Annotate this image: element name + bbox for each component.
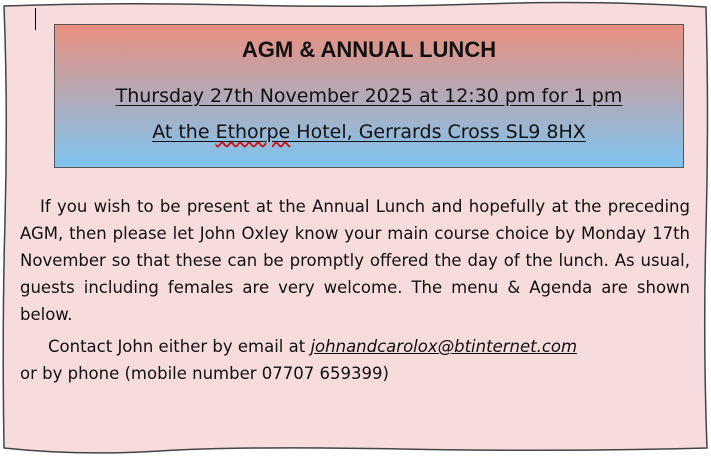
contact-paragraph bbox=[20, 333, 690, 387]
venue-prefix: At the bbox=[152, 121, 216, 143]
event-venue-line bbox=[55, 121, 683, 143]
lunch-details-paragraph: If you wish to be present at the Annual Lunch and hopefully at the preceding AGM, then please let John Oxley know your main course choice by Monday 17th November so that these can be promptly offered the day of the lunch. As usual, guests including females are very welcome. The menu & Agenda are shown below. bbox=[20, 197, 690, 324]
event-title: AGM & ANNUAL LUNCH bbox=[241, 37, 497, 62]
event-date-line: Thursday 27th November 2025 at 12:30 pm for 1 pm bbox=[115, 85, 623, 107]
notice-body bbox=[20, 193, 690, 387]
contact-prefix: Contact John either by email at bbox=[48, 337, 311, 356]
venue-name-spellcheck: Ethorpe bbox=[215, 121, 291, 143]
text-cursor bbox=[35, 8, 36, 30]
venue-suffix: Hotel, Gerrards Cross SL9 8HX bbox=[290, 121, 586, 143]
contact-phone-line: or by phone (mobile number 07707 659399) bbox=[20, 364, 389, 383]
contact-email-link[interactable]: johnandcarolox@btinternet.com bbox=[310, 337, 578, 356]
event-banner bbox=[54, 24, 684, 168]
